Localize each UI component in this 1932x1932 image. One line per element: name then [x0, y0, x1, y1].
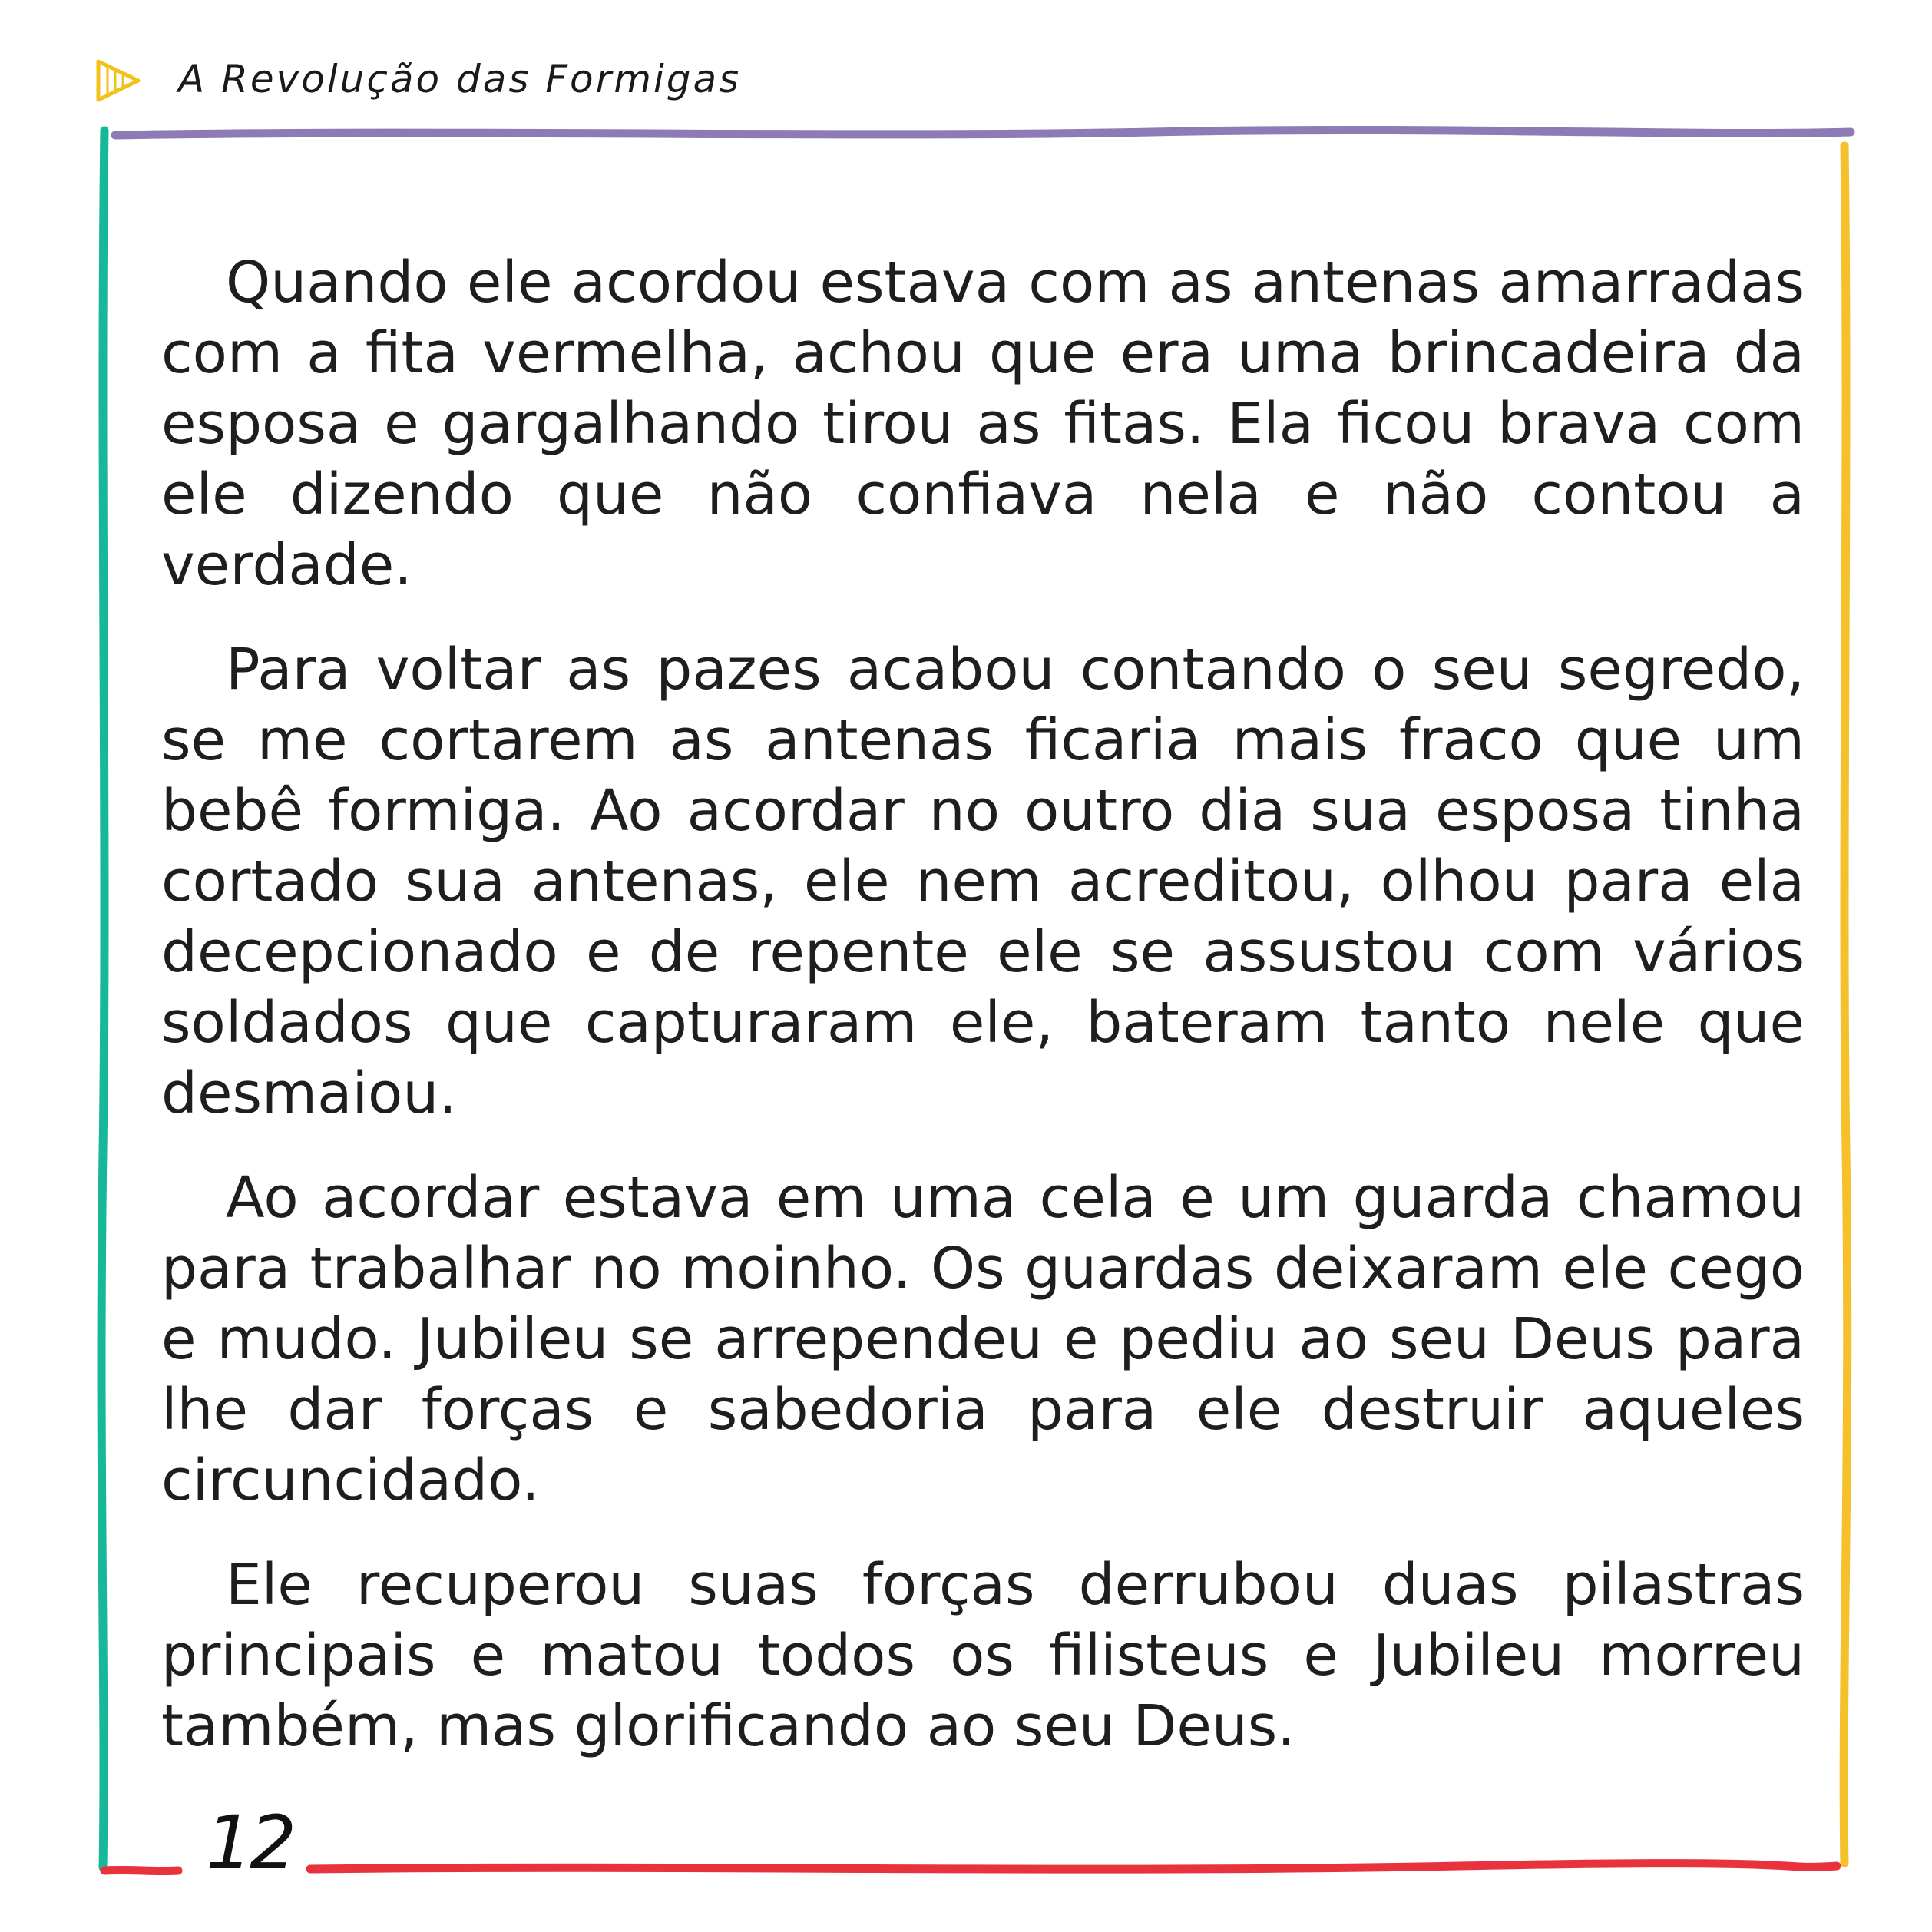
frame-bottom-line-right: [310, 1864, 1837, 1870]
paragraph: Ao acordar estava em uma cela e um guarda chamou para trabalhar no moinho. Os guardas deixaram ele cego e mudo. Jubileu se arrependeu e pediu ao seu Deus para lhe dar forças e sabedoria para ele destruir aqueles circuncidado.: [161, 1165, 1805, 1514]
body-text: [161, 247, 1805, 1795]
frame-top-line: [115, 130, 1851, 135]
paragraph: Para voltar as pazes acabou contando o seu segredo, se me cortarem as antenas ficaria mais fraco que um bebê formiga. Ao acordar no outro dia sua esposa tinha cortado sua antenas, ele nem acreditou, olhou para ela decepcionado e de repente ele se assustou com vários soldados que capturaram ele, bateram tanto nele que desmaiou.: [161, 637, 1805, 1126]
paragraph: Quando ele acordou estava com as antenas amarradas com a fita vermelha, achou que era uma brincadeira da esposa e gargalhando tirou as fitas. Ela ficou brava com ele dizendo que não confiava nela e não contou a verdade.: [161, 250, 1805, 598]
frame-left-line: [101, 131, 104, 1867]
book-title: A Revolução das Formigas: [178, 57, 742, 101]
page-number: 12: [206, 1800, 294, 1886]
frame-right-line: [1844, 146, 1848, 1863]
paragraph: Ele recuperou suas forças derrubou duas pilastras principais e matou todos os filisteus e Jubileu morreu também, mas glorificando ao seu Deus.: [161, 1552, 1805, 1759]
frame-bottom-line-left: [104, 1870, 178, 1871]
